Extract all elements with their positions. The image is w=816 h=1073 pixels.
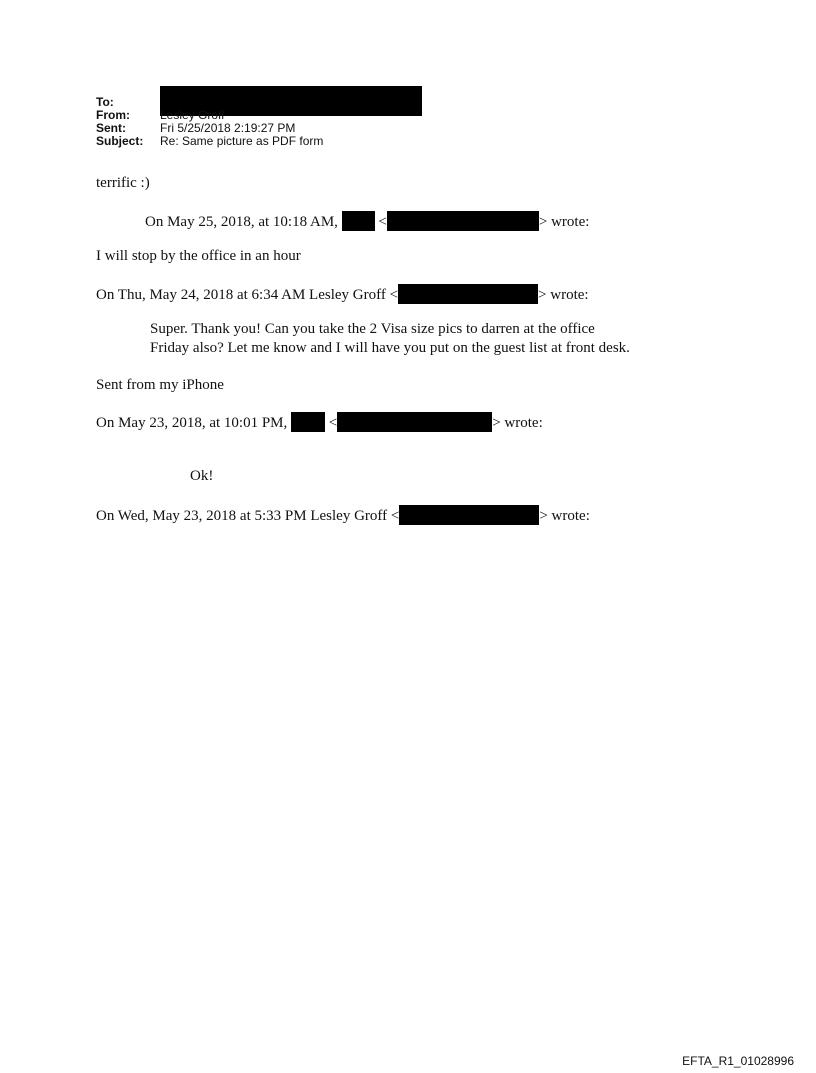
sent-label: Sent: [96, 121, 126, 135]
quote4-suffix: > wrote: [539, 508, 590, 524]
quote3-lt: < [328, 415, 338, 431]
redaction-email-3 [337, 412, 492, 432]
quote-line-2 [96, 284, 589, 304]
body-line-terrific: terrific :) [96, 175, 150, 191]
subject-label: Subject: [96, 134, 144, 148]
quote2-prefix: On Thu, May 24, 2018 at 6:34 AM Lesley Groff < [96, 287, 399, 303]
document-id: EFTA_R1_01028996 [682, 1054, 794, 1068]
quote3-prefix: On May 23, 2018, at 10:01 PM, [96, 415, 288, 431]
redaction-name-1 [342, 211, 375, 231]
subject-value: Re: Same picture as PDF form [160, 134, 324, 148]
quote3-suffix: > wrote: [492, 415, 543, 431]
body-paragraph-line-2: Friday also? Let me know and I will have you put on the guest list at front desk. [150, 340, 630, 356]
quote-line-4 [96, 505, 590, 525]
body-line-sent-from: Sent from my iPhone [96, 377, 224, 393]
body-line-ok: Ok! [190, 468, 214, 484]
quote1-prefix: On May 25, 2018, at 10:18 AM, [145, 214, 338, 230]
quote-line-3 [96, 412, 543, 432]
sent-value: Fri 5/25/2018 2:19:27 PM [160, 121, 296, 135]
header-subject-row [96, 135, 323, 148]
quote2-suffix: > wrote: [538, 287, 589, 303]
redaction-email-2 [398, 284, 538, 304]
redaction-email-1 [387, 211, 539, 231]
quote1-lt: < [378, 214, 387, 230]
quote-line-1 [145, 211, 589, 231]
quote4-prefix: On Wed, May 23, 2018 at 5:33 PM Lesley Groff < [96, 508, 400, 524]
quote1-suffix: > wrote: [538, 214, 590, 230]
email-header [96, 96, 323, 148]
body-line-stop-by: I will stop by the office in an hour [96, 248, 301, 264]
body-paragraph-line-1: Super. Thank you! Can you take the 2 Visa size pics to darren at the office [150, 321, 595, 337]
from-label: From: [96, 108, 130, 122]
to-label: To: [96, 95, 114, 109]
redaction-email-4 [399, 505, 539, 525]
from-value: Lesley Groff [160, 108, 225, 122]
redaction-name-2 [291, 412, 325, 432]
